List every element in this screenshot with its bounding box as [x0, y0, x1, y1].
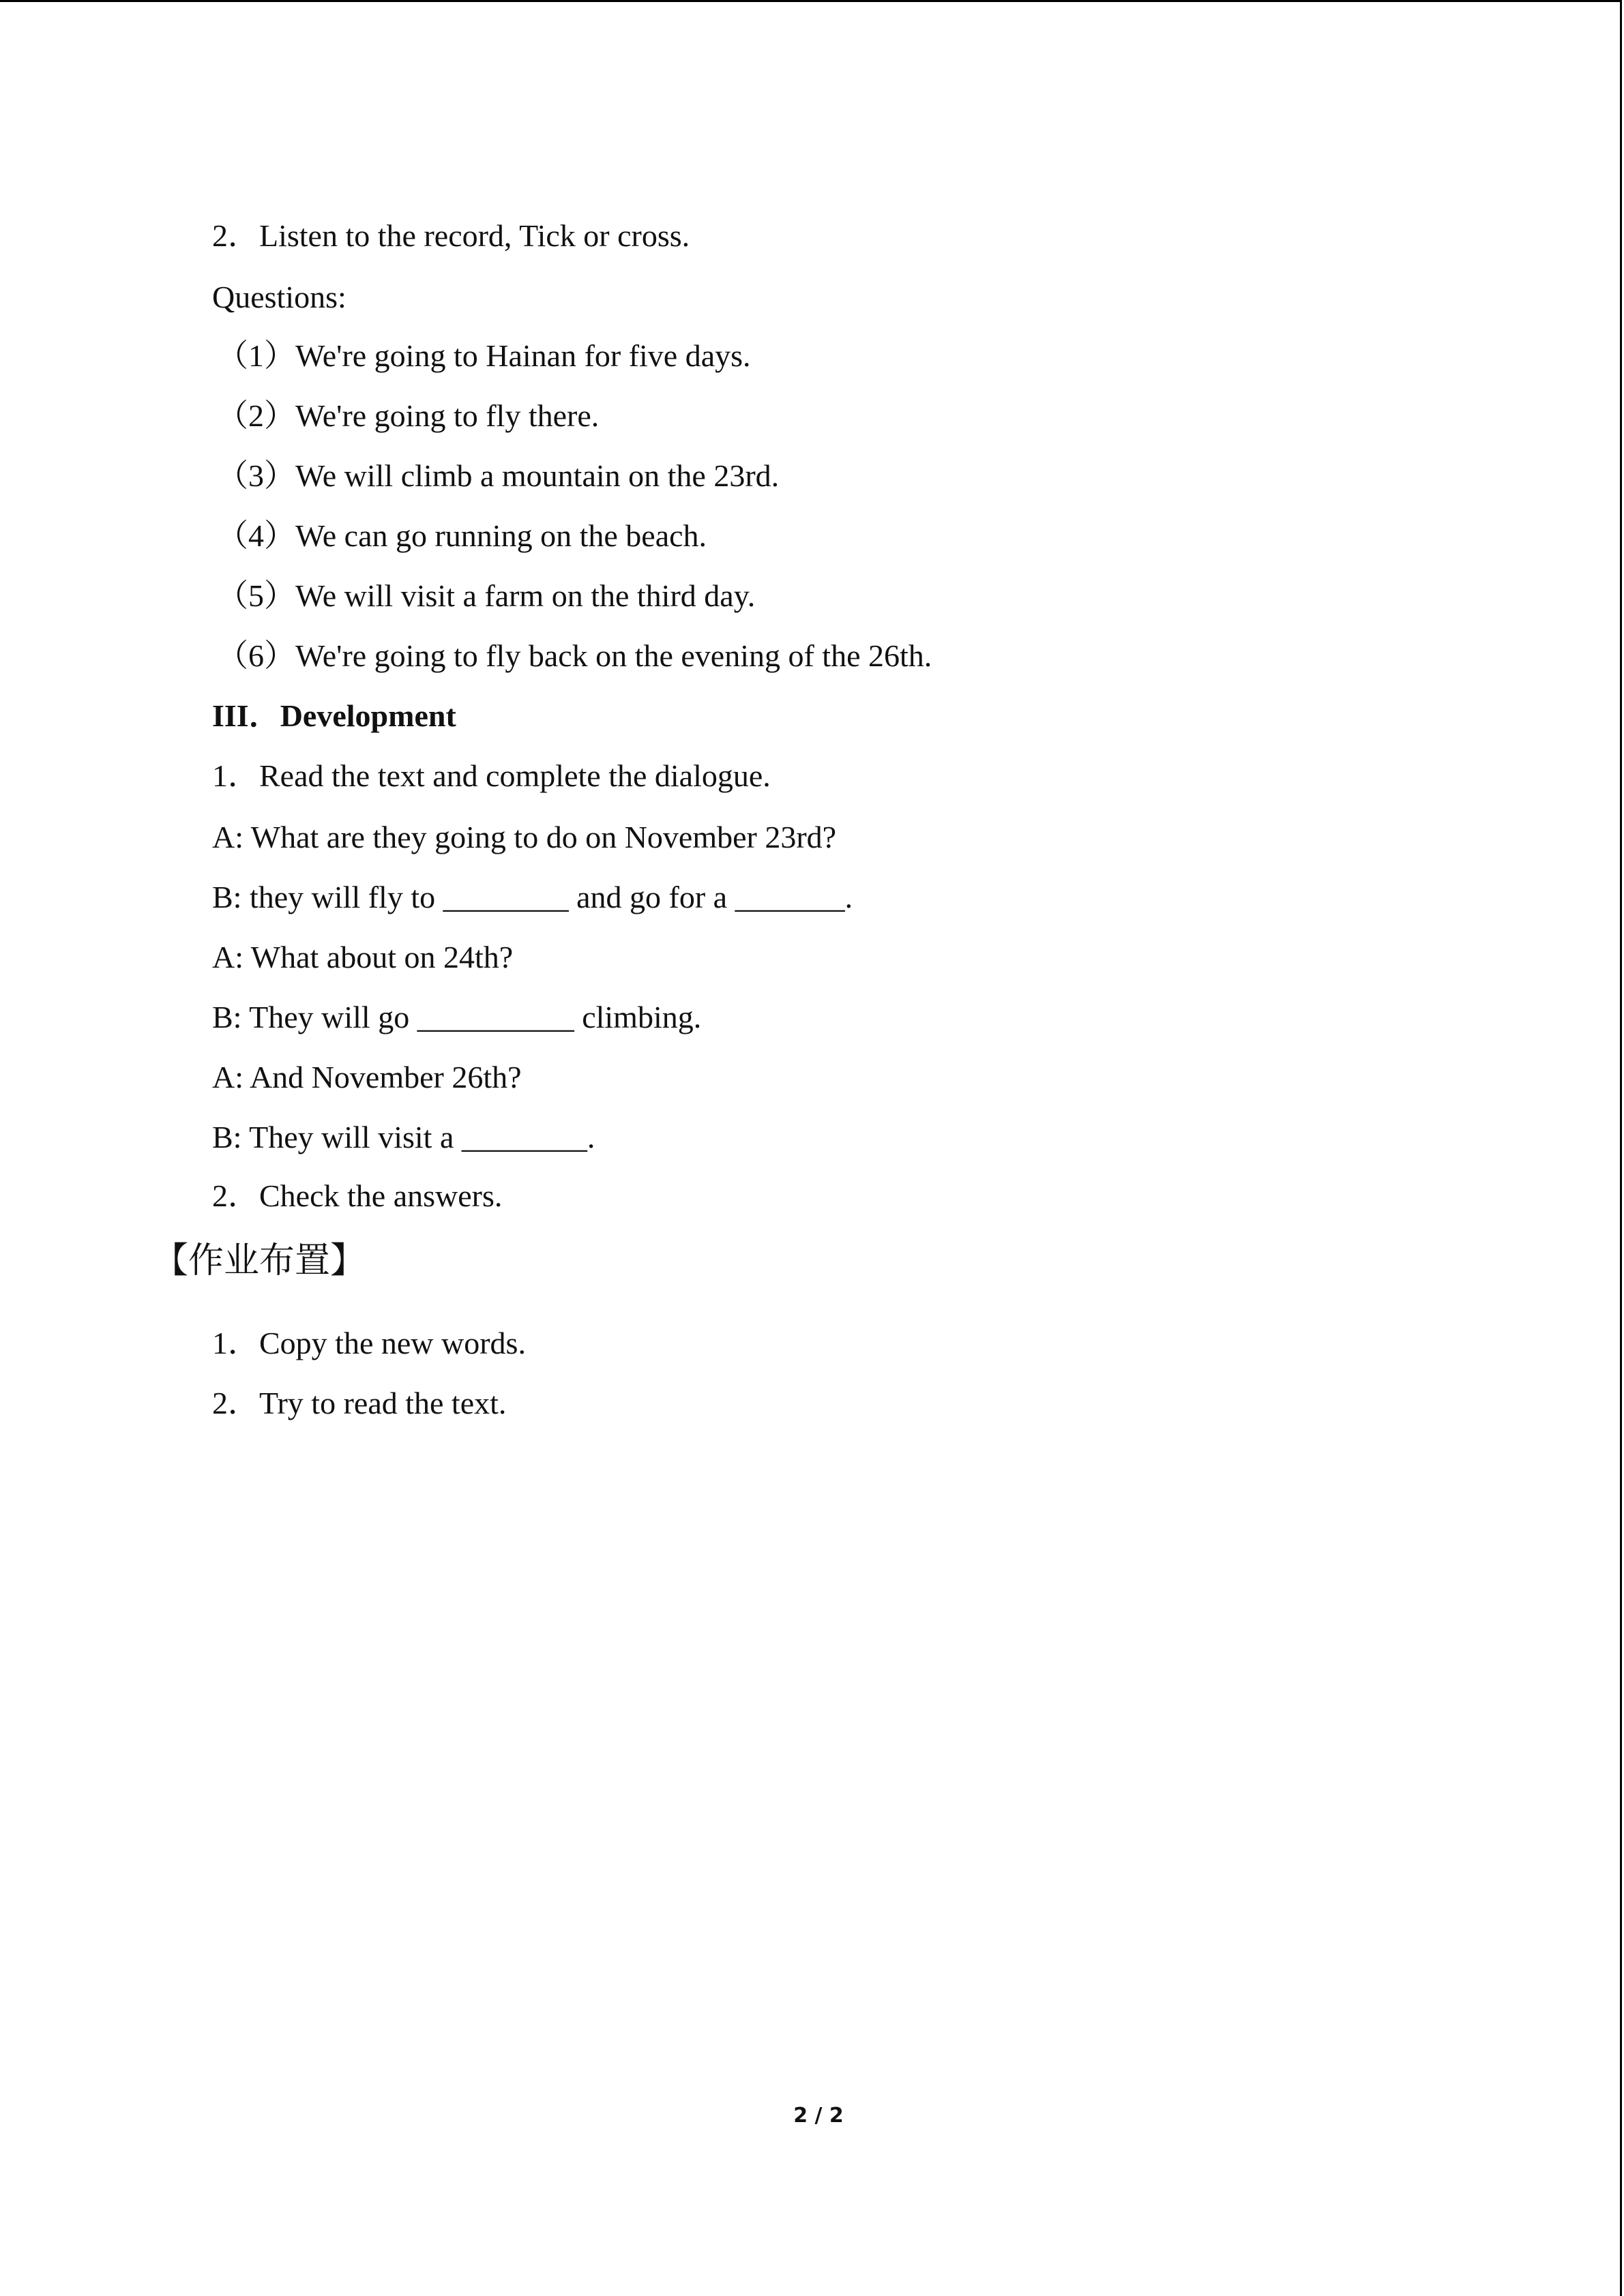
question-item: （4）We can go running on the beach. [217, 518, 707, 553]
question-item: （1）We're going to Hainan for five days. [217, 338, 751, 373]
dialogue-line: A: What are they going to do on November 23rd? [212, 820, 837, 854]
dialogue-line: A: And November 26th? [212, 1060, 522, 1094]
development-heading: III．Development [212, 698, 456, 733]
homework-item: 2．Try to read the text. [212, 1386, 507, 1420]
check-task-title: 2．Check the answers. [212, 1178, 503, 1213]
question-item: （2）We're going to fly there. [217, 398, 600, 433]
question-item: （5）We will visit a farm on the third day. [217, 578, 756, 613]
homework-item: 1．Copy the new words. [212, 1326, 526, 1360]
dialogue-line: B: They will go __________ climbing. [212, 1000, 702, 1034]
dialogue-line: B: They will visit a ________. [212, 1120, 595, 1154]
question-item: （6）We're going to fly back on the evening of the 26th. [217, 638, 932, 673]
dialogue-line: B: they will fly to ________ and go for a _______. [212, 880, 853, 914]
page-number: 2 / 2 [793, 2104, 844, 2128]
homework-heading: 【作业布置】 [153, 1240, 366, 1281]
dialogue-line: A: What about on 24th? [212, 940, 514, 974]
question-item: （3）We will climb a mountain on the 23rd. [217, 458, 780, 493]
questions-label: Questions: [212, 280, 346, 314]
listen-task-title: 2．Listen to the record, Tick or cross. [212, 218, 690, 253]
read-task-title: 1．Read the text and complete the dialogue. [212, 758, 771, 793]
